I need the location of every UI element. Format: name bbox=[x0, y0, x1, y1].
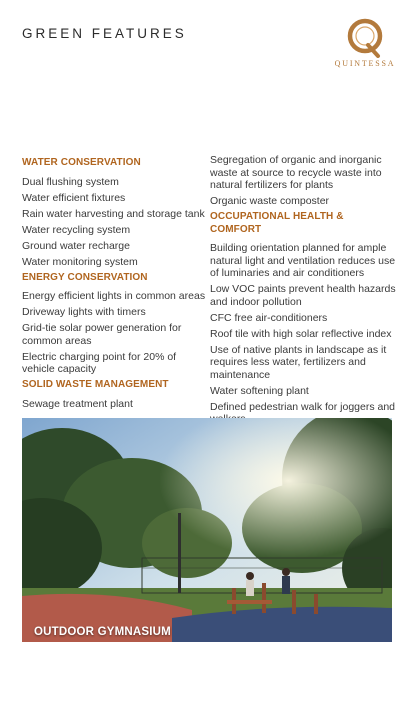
list-item: Organic waste composter bbox=[210, 195, 330, 207]
section-heading-health: OCCUPATIONAL HEALTH & COMFORT bbox=[210, 211, 344, 235]
list-item: Energy efficient lights in common areas bbox=[22, 290, 206, 302]
list-item: Sewage treatment plant bbox=[22, 397, 133, 410]
section-heading-energy: ENERGY CONSERVATION bbox=[22, 271, 148, 283]
quintessa-logo bbox=[330, 16, 400, 74]
section-heading-water: WATER CONSERVATION bbox=[22, 157, 141, 168]
right-column bbox=[210, 154, 396, 429]
list-item: Water softening plant bbox=[210, 384, 309, 397]
list-item: Electric charging point for 20% of vehicle capacity bbox=[22, 350, 177, 375]
left-column bbox=[22, 154, 210, 414]
list-item: Roof tile with high solar reflective index bbox=[210, 327, 392, 340]
page-title: GREEN FEATURES bbox=[22, 26, 187, 41]
list-item: Water recycling system bbox=[22, 223, 131, 236]
list-item: Rain water harvesting and storage tank bbox=[22, 207, 205, 220]
list-item: Water efficient fixtures bbox=[22, 191, 126, 204]
list-item: Use of native plants in landscape as it requires less water, fertilizers and maintenance bbox=[210, 343, 387, 381]
section-heading-waste: SOLID WASTE MANAGEMENT bbox=[22, 379, 169, 390]
list-item: Defined pedestrian walk for joggers and bbox=[210, 400, 396, 413]
park-scene-image bbox=[22, 418, 392, 642]
list-item: Segregation of organic and inorganic waste at source to recycle waste into natural fertilizers for plants bbox=[210, 154, 382, 191]
list-item: Building orientation planned for ample natural light and ventilation reduces use of luminaries and air conditioners bbox=[210, 242, 396, 279]
list-item: Dual flushing system bbox=[22, 175, 119, 188]
quintessa-emblem-icon bbox=[344, 16, 386, 58]
logo-wordmark: QUINTESSA bbox=[334, 59, 396, 68]
list-item: Driveway lights with timers bbox=[22, 306, 146, 318]
list-item: CFC free air-conditioners bbox=[210, 311, 328, 324]
list-item: Low VOC paints prevent health hazards and indoor pollution bbox=[210, 283, 396, 308]
list-item: Ground water recharge bbox=[22, 239, 130, 252]
photo-caption: OUTDOOR GYMNASIUM bbox=[34, 626, 171, 638]
list-item: Water monitoring system bbox=[22, 255, 138, 268]
outdoor-gymnasium-photo bbox=[22, 418, 392, 642]
list-item: Grid-tie solar power generation for common areas bbox=[22, 322, 182, 347]
